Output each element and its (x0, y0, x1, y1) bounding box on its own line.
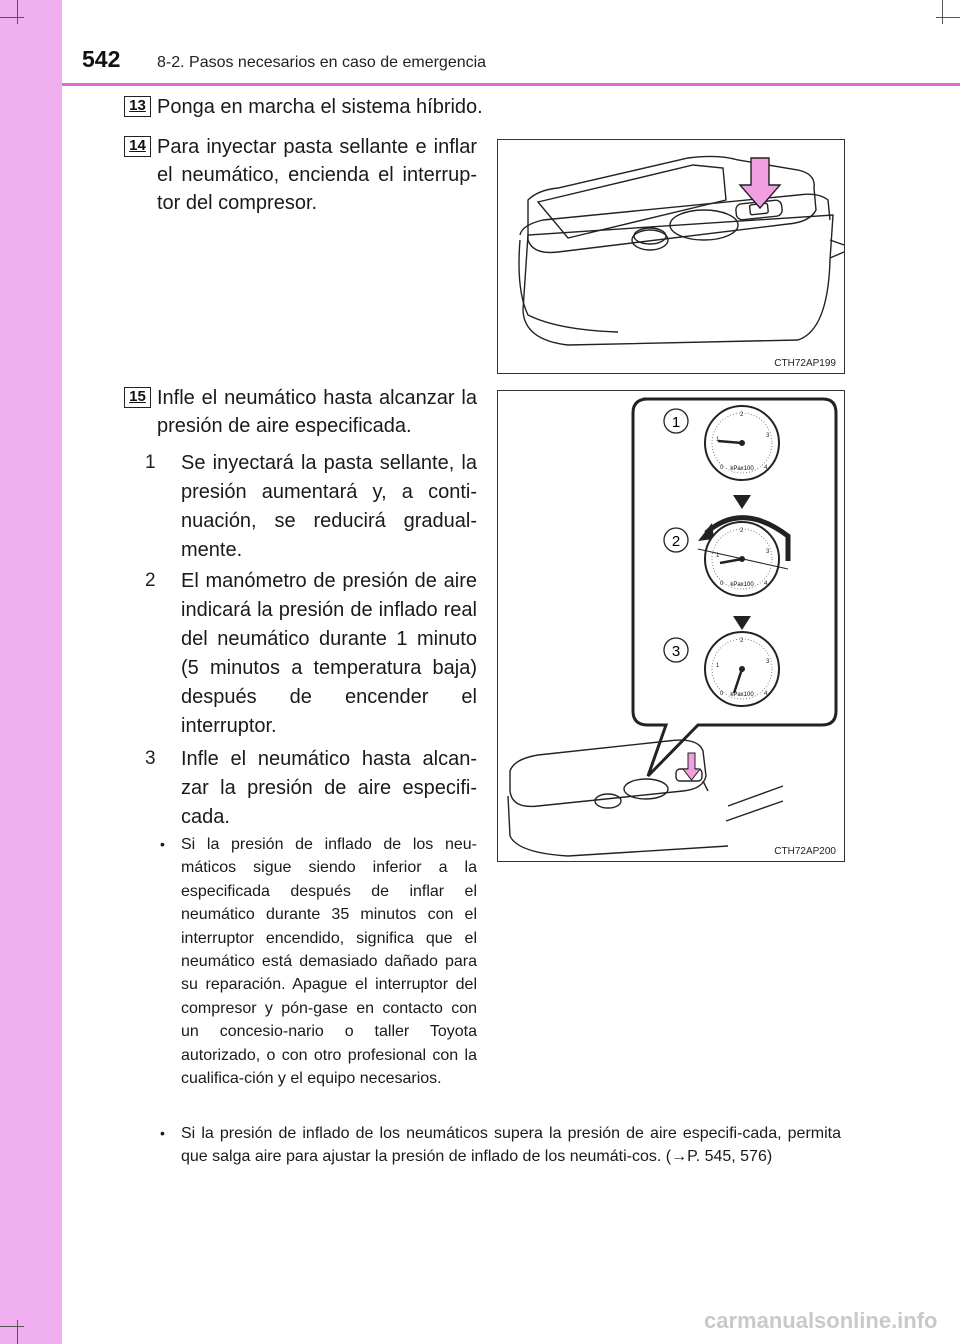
substep-1-text: Se inyectará la pasta sellante, la presión aumentará y, a conti-nuación, se reducirá gradual-mente. (181, 452, 477, 561)
gauge-1-unit: kPax100 (730, 466, 754, 472)
step-13-text: Ponga en marcha el sistema híbrido. (157, 96, 483, 118)
header-rule (62, 83, 960, 86)
svg-text:1: 1 (716, 437, 720, 443)
step-14-text: Para inyectar pasta sellante e inflar el neumático, encienda el interrup-tor del compresor. (157, 136, 477, 214)
svg-text:2: 2 (740, 638, 744, 644)
figure-pressure-gauges (497, 390, 845, 862)
svg-text:0: 0 (720, 465, 724, 471)
figure-code: CTH72AP199 (774, 358, 836, 369)
callout-2-label: 2 (671, 533, 681, 550)
svg-text:1: 1 (716, 553, 720, 559)
svg-text:4: 4 (764, 465, 768, 471)
svg-text:4: 4 (764, 581, 768, 587)
down-arrow-icon (733, 495, 751, 509)
gauges-illustration (498, 391, 844, 861)
compressor-small (508, 740, 783, 856)
svg-text:0: 0 (720, 581, 724, 587)
svg-text:3: 3 (766, 549, 770, 555)
svg-text:0: 0 (720, 691, 724, 697)
bullet-marker: • (160, 1125, 165, 1141)
down-arrow-icon (733, 616, 751, 630)
crop-mark (942, 0, 943, 24)
substep-3-text: Infle el neumático hasta alcan-zar la presión de aire especifi-cada. (181, 748, 477, 828)
svg-text:4: 4 (764, 691, 768, 697)
svg-text:3: 3 (766, 659, 770, 665)
step-14-badge: 14 (124, 136, 151, 157)
gauge-3-unit: kPax100 (730, 692, 754, 698)
step-13-badge: 13 (124, 96, 151, 117)
bullet-marker: • (160, 836, 165, 852)
compressor-illustration (498, 140, 844, 373)
bullet-2-text: Si la presión de inflado de los neumáticos supera la presión de aire especifi-cada, permita que salga aire para ajustar la presión de inflado de los neumáti-cos. (→P. 545, 576) (181, 1125, 841, 1166)
crop-mark (936, 17, 960, 18)
callout-1-label: 1 (671, 414, 681, 431)
figure-code: CTH72AP200 (774, 846, 836, 857)
step-15-text: Infle el neumático hasta alcanzar la presión de aire especificada. (157, 387, 477, 437)
section-title: 8-2. Pasos necesarios en caso de emergencia (157, 54, 487, 71)
crop-mark (0, 17, 24, 18)
crop-mark (0, 1326, 24, 1327)
page-number: 542 (82, 46, 121, 72)
step-15-badge: 15 (124, 387, 151, 408)
watermark: carmanualsonline.info (704, 1308, 938, 1333)
substep-3-number: 3 (145, 748, 156, 769)
substep-2-text: El manómetro de presión de aire indicará la presión de inflado real del neumático durante 1 minuto (5 minutos a temperatura baja) después de encender el interruptor. (181, 570, 477, 737)
svg-text:3: 3 (766, 433, 770, 439)
svg-text:1: 1 (716, 663, 720, 669)
crop-mark (17, 1320, 18, 1344)
push-arrow-icon (683, 753, 700, 780)
bullet-1-text: Si la presión de inflado de los neu-máticos sigue siendo inferior a la especificada después de inflar el neumático durante 35 minutos con el interruptor encendido, significa que el neumático está demasiado dañado para su reparación. Apague el interruptor del compresor y pón-gase en contacto con un concesio-nario o taller Toyota autorizado, o con otro profesional con la cualifica-ción y el equipo necesarios. (181, 836, 477, 1088)
chapter-sidebar (0, 0, 62, 1344)
substep-2-number: 2 (145, 570, 156, 591)
gauge-2-unit: kPax100 (730, 582, 754, 588)
svg-text:2: 2 (740, 412, 744, 418)
substep-1-number: 1 (145, 452, 156, 473)
svg-text:2: 2 (740, 528, 744, 534)
crop-mark (17, 0, 18, 24)
figure-compressor-switch (497, 139, 845, 374)
callout-3-label: 3 (671, 643, 681, 660)
